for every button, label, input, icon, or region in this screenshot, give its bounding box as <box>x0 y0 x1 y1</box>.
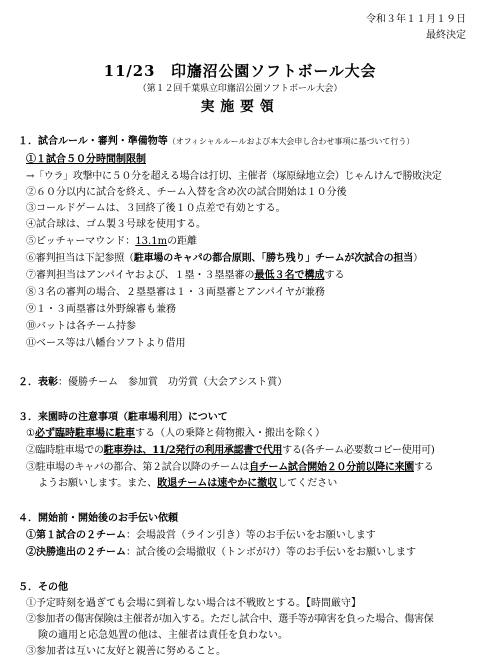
rule-item-3: ③コールドゲームは、３回終了後１０点差で有効とする。 <box>26 203 286 214</box>
rule-item-6: ⑥審判担当は下記参照（駐車場のキャパの都合原則、「勝ち残り」チームが次試合の担当） <box>26 253 423 264</box>
other-item-1: ①予定時刻を過ぎても会場に到着しない場合は不戦敗とする。【時間厳守】 <box>26 598 361 609</box>
section-2 <box>18 373 287 388</box>
other-item-3: ③参加者は互いに友好と親善に努めること。 <box>26 646 226 657</box>
mound-distance: 13.1m <box>135 236 168 247</box>
rule-item-5: ⑤ピッチャーマウンド：13.1mの距離 <box>26 236 198 247</box>
parking-item-3-cont: ようお願いします。また、敗退チームは速やかに撤収してください <box>38 478 338 489</box>
page-subtitle: （第１２回千葉県立印旛沼公園ソフトボール大会） <box>137 84 343 94</box>
section-heading: 実施要領 <box>200 99 280 115</box>
help-item-1: ①第１試合の２チーム：会場設営（ライン引き）等のお手伝いをお願いします <box>26 530 376 541</box>
section-2-title: ２．表彰 <box>18 377 58 388</box>
help-item-2: ②決勝進出の２チーム：試合後の会場撤収（トンボがけ）等のお手伝いをお願いします <box>26 547 416 558</box>
parking-item-2: ②臨時駐車場での駐車券は、11/2発行の利用承認書で代用する(各チーム必要数コピー使用可) <box>26 445 435 456</box>
rule-item-7: ⑦審判担当はアンパイヤおよび、１塁・３塁塁審の最低３名で構成する <box>26 270 345 281</box>
rule-item-4: ④試合球は、ゴム製３号球を使用する。 <box>26 219 206 230</box>
rule-item-2: ②６０分以内に試合を終え、チーム入替を含め次の試合開始は１０分後 <box>26 187 347 198</box>
rule-item-8: ⑧３名の審判の場合、２塁塁審は１・３両塁審とアンパイヤが兼務 <box>26 287 325 298</box>
section-3-title: ３．来園時の注意事項（駐車場利用）について <box>18 412 228 423</box>
section-5-title: ５．その他 <box>18 582 68 593</box>
status-label: 最終決定 <box>426 30 466 41</box>
section-1-title: １．試合ルール・審判・準備物等（オフィシャルルールおよび本大会申し合わせ事項に基づいて行う） <box>18 136 415 147</box>
rule-item-10: ⑩バットは各チーム持参 <box>26 321 136 332</box>
section-2-text: ：優勝チーム 参加賞 功労賞（大会アシスト賞） <box>58 377 288 388</box>
other-item-2-cont: 険の適用と応急処置の他は、主催者は責任を負わない。 <box>38 630 288 641</box>
rule-item-1-detail: →「ウラ」攻撃中に５０分を超える場合は打切、主催者（塚原緑地立会）じゃんけんで勝敗決定 <box>26 171 442 182</box>
parking-item-1: ①必ず臨時駐車場に駐車する（人の乗降と荷物搬入・搬出を除く） <box>26 428 325 439</box>
rule-item-1: ①１試合５０分時間制限制 <box>26 154 146 165</box>
rule-item-9: ⑨１・３両塁審は外野線審も兼務 <box>26 304 176 315</box>
page-title: 11/23 印旛沼公園ソフトボール大会 <box>103 62 377 80</box>
parking-item-3: ③駐車場のキャパの都合、第２試合以降のチームは自チーム試合開始２０分前以降に来園する <box>26 462 434 473</box>
section-4-title: ４．開始前・開始後のお手伝い依頼 <box>18 513 178 524</box>
other-item-2: ②参加者の傷害保険は主催者が加入する。ただし試合中、選手等が障害を負った場合、傷害保 <box>26 614 434 625</box>
rule-item-11: ⑪ベース等は八幡台ソフトより借用 <box>26 338 186 349</box>
section-1-note: （オフィシャルルールおよび本大会申し合わせ事項に基づいて行う） <box>167 137 415 146</box>
issue-date: 令和３年１１月１９日 <box>366 14 466 25</box>
